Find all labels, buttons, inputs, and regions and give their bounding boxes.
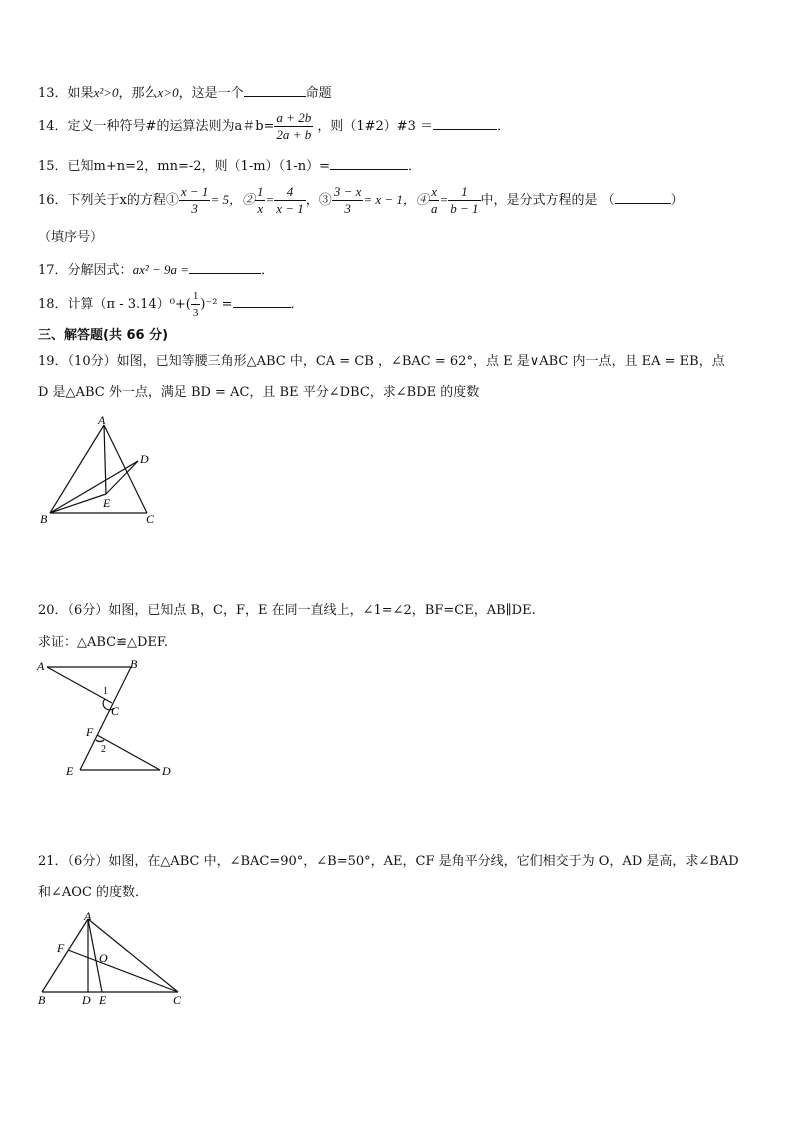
q16-number: 16．: [38, 193, 68, 208]
q21-line-2: 和∠AOC 的度数．: [38, 885, 149, 900]
q19-label-c: C: [146, 512, 155, 526]
q16-f6-num: 1: [448, 184, 480, 201]
q20-label-a: A: [37, 659, 45, 673]
q21-edge-ac: [88, 919, 178, 992]
q17-end: ．: [261, 263, 275, 278]
section-3-title: 三、解答题(共 66 分): [38, 328, 169, 343]
q18-answer-blank[interactable]: [233, 293, 291, 308]
question-14: [38, 110, 510, 143]
q16-f4-num: 3 − x: [333, 184, 362, 199]
q16-fraction-4: [332, 184, 364, 217]
q20-label-angle-1: 1: [103, 686, 108, 697]
q13-answer-blank[interactable]: [244, 82, 306, 97]
q21-label-a: A: [84, 909, 92, 923]
q14-text-pre: 定义一种符号#的运算法则为: [67, 119, 235, 134]
q21-edge-ab: [42, 919, 88, 992]
q21-line-1: 21．（6分）如图，在△ABC 中，∠BAC=90°，∠B=50°，AE，CF 是角平分线，它们相交于为 O，AD 是高，求∠BAD: [38, 854, 739, 869]
q14-fraction: [274, 110, 313, 143]
q20-edge-ac: [47, 667, 112, 703]
q14-frac-numerator: a + 2b: [276, 110, 312, 125]
q16-fraction-2: [255, 184, 266, 217]
q20-angle-1-arc: [103, 699, 114, 710]
question-18: [38, 288, 304, 321]
q13-text-post: ，这是一个: [178, 86, 244, 101]
q14-end: ．: [497, 119, 511, 134]
q16-f6-den: b − 1: [450, 201, 479, 216]
q19-label-b: B: [40, 512, 48, 526]
q15-text: 已知m+n=2，mn=-2，则（1-m）（1-n）=: [67, 159, 330, 174]
q13-text-mid: ，那么: [118, 86, 158, 101]
q16-f1-num: x − 1: [180, 184, 209, 199]
q18-text: 计算（π - 3.14）⁰+(: [67, 297, 191, 312]
q16-f3-den: x − 1: [276, 201, 304, 216]
q19-line-2: D 是△ABC 外一点，满足 BD = AC，且 BE 平分∠DBC，求∠BDE 的度数: [38, 385, 480, 400]
q16-eq-4: = x − 1，④: [363, 192, 429, 207]
q16-fraction-5: [429, 184, 440, 217]
q14-operator: a＃b=: [234, 119, 275, 134]
q20-edge-be: [80, 667, 131, 770]
q18-fraction: [191, 288, 201, 321]
q21-label-b: B: [38, 993, 46, 1007]
q18-frac-num: 1: [191, 288, 201, 305]
q16-f1-den: 3: [191, 201, 198, 216]
q19-line-1: 19．（10分）如图，已知等腰三角形△ABC 中，CA = CB ，∠BAC = 62°，点 E 是∨ABC 内一点，且 EA = EB，点: [38, 354, 725, 369]
q15-number: 15．: [38, 159, 68, 174]
q20-label-e: E: [66, 764, 74, 778]
q14-frac-denominator: 2a + b: [276, 127, 312, 142]
q16-f2-num: 1: [256, 184, 264, 199]
question-15: [38, 155, 421, 177]
question-16: [38, 184, 684, 217]
q14-number: 14．: [38, 119, 68, 134]
q16-eq-1: = 5，②: [210, 192, 255, 207]
question-13: [38, 82, 332, 104]
q16-eq-2: =: [265, 192, 275, 207]
q18-end: ．: [290, 297, 304, 312]
q20-line-1: 20．（6分）如图，已知点 B，C，F，E 在同一直线上，∠1=∠2，BF=CE，AB∥DE.: [38, 603, 536, 618]
q20-angle-2-arc: [96, 740, 104, 742]
q20-edge-fd: [97, 735, 160, 770]
q16-f2-den: x: [257, 201, 264, 216]
q16-answer-blank[interactable]: [615, 189, 671, 204]
q14-text-post: ，则（1#2）#3 ＝: [317, 119, 434, 134]
q18-frac-den: 3: [192, 307, 199, 319]
q16-f3-num: 4: [274, 184, 306, 201]
q16-text-post: 中，是分式方程的是 （: [480, 193, 615, 208]
q19-edge-be: [50, 494, 106, 513]
q16-line-2: （填序号）: [38, 230, 104, 245]
q13-number: 13．: [38, 86, 68, 101]
q18-number: 18．: [38, 297, 68, 312]
q13-text-tail: 命题: [305, 86, 332, 101]
q17-text: 分解因式：: [67, 263, 133, 278]
q21-label-f: F: [57, 941, 65, 955]
q20-label-b: B: [130, 657, 138, 671]
q16-close-paren: ）: [670, 193, 684, 208]
q21-label-c: C: [173, 993, 182, 1007]
q19-edge-ae: [104, 425, 106, 494]
q21-edge-cf: [68, 950, 178, 992]
q16-f5-num: x: [429, 184, 440, 201]
q21-label-d: D: [82, 993, 91, 1007]
q20-label-f: F: [86, 725, 94, 739]
q15-answer-blank[interactable]: [330, 155, 408, 170]
q13-condition-2: x>0: [157, 85, 179, 100]
q21-label-o: O: [99, 951, 108, 965]
q17-number: 17．: [38, 263, 68, 278]
q19-edge-bd: [50, 461, 138, 513]
q16-f5-den: a: [430, 201, 438, 216]
q13-condition-1: x²>0: [93, 85, 119, 100]
q16-fraction-3: [274, 184, 306, 217]
q15-end: ．: [407, 159, 421, 174]
q19-edge-ac: [104, 425, 147, 513]
q16-eq-5: =: [439, 192, 449, 207]
q16-f4-den: 3: [344, 201, 351, 216]
q20-label-c: C: [111, 704, 120, 718]
q19-edge-ed: [106, 461, 138, 494]
q17-answer-blank[interactable]: [189, 259, 261, 274]
q14-answer-blank[interactable]: [433, 115, 497, 130]
q16-fraction-1: [179, 184, 211, 217]
q19-label-e: E: [103, 496, 111, 510]
q18-exponent: )⁻² =: [200, 297, 233, 312]
q19-edge-ab: [50, 425, 104, 513]
q21-label-e: E: [99, 993, 107, 1007]
q20-line-2: 求证：△ABC≌△DEF.: [38, 635, 169, 650]
q16-eq-3: ，③: [305, 193, 332, 208]
q20-label-angle-2: 2: [101, 744, 106, 755]
q17-expression: ax² − 9a =: [132, 262, 190, 277]
q20-label-d: D: [162, 764, 171, 778]
question-17: [38, 259, 274, 281]
q19-label-a: A: [98, 413, 106, 427]
q16-text-pre: 下列关于x的方程①: [67, 193, 179, 208]
q13-text-pre: 如果: [67, 86, 94, 101]
q19-label-d: D: [140, 452, 149, 466]
q16-fraction-6: [448, 184, 480, 217]
q21-edge-ae: [88, 919, 102, 992]
